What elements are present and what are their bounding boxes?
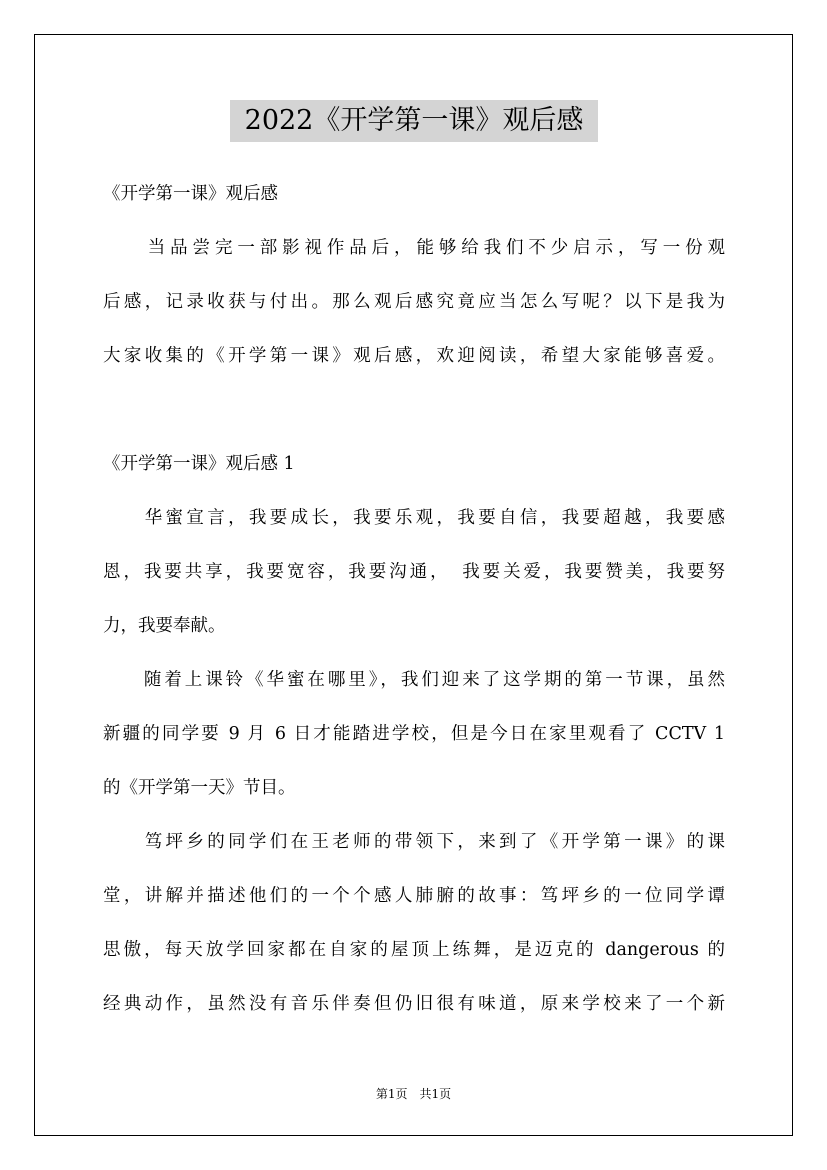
body-line: 思傲，每天放学回家都在自家的屋顶上练舞，是迈克的 dangerous 的 — [103, 940, 725, 960]
intro-line: 大家收集的《开学第一课》观后感，欢迎阅读，希望大家能够喜爱。 — [103, 346, 725, 366]
body-line: 随着上课铃《华蜜在哪里》，我们迎来了这学期的第一节课，虽然 — [103, 670, 725, 690]
document-subtitle: 《开学第一课》观后感 — [103, 184, 278, 204]
body-line: 华蜜宣言，我要成长，我要乐观，我要自信，我要超越，我要感 — [103, 508, 725, 528]
page-footer: 第1页 共1页 — [375, 1087, 452, 1101]
body-line: 笃坪乡的同学们在王老师的带领下，来到了《开学第一课》的课 — [103, 832, 725, 852]
body-line: 堂，讲解并描述他们的一个个感人肺腑的故事：笃坪乡的一位同学谭 — [103, 886, 725, 906]
body-line: 力，我要奉献。 — [103, 616, 226, 636]
intro-line: 后感，记录收获与付出。那么观后感究竟应当怎么写呢？以下是我为 — [103, 292, 725, 312]
body-line: 经典动作，虽然没有音乐伴奏但仍旧很有味道，原来学校来了一个新 — [103, 994, 725, 1014]
body-line: 的《开学第一天》节目。 — [103, 778, 296, 798]
intro-line: 当品尝完一部影视作品后，能够给我们不少启示，写一份观 — [103, 238, 725, 258]
document-title: 2022《开学第一课》观后感 — [230, 100, 598, 142]
section-heading: 《开学第一课》观后感 1 — [103, 454, 295, 474]
body-line: 恩，我要共享，我要宽容，我要沟通， 我要关爱，我要赞美，我要努 — [103, 562, 725, 582]
body-line: 新疆的同学要 9 月 6 日才能踏进学校，但是今日在家里观看了 CCTV 1 — [103, 724, 725, 744]
